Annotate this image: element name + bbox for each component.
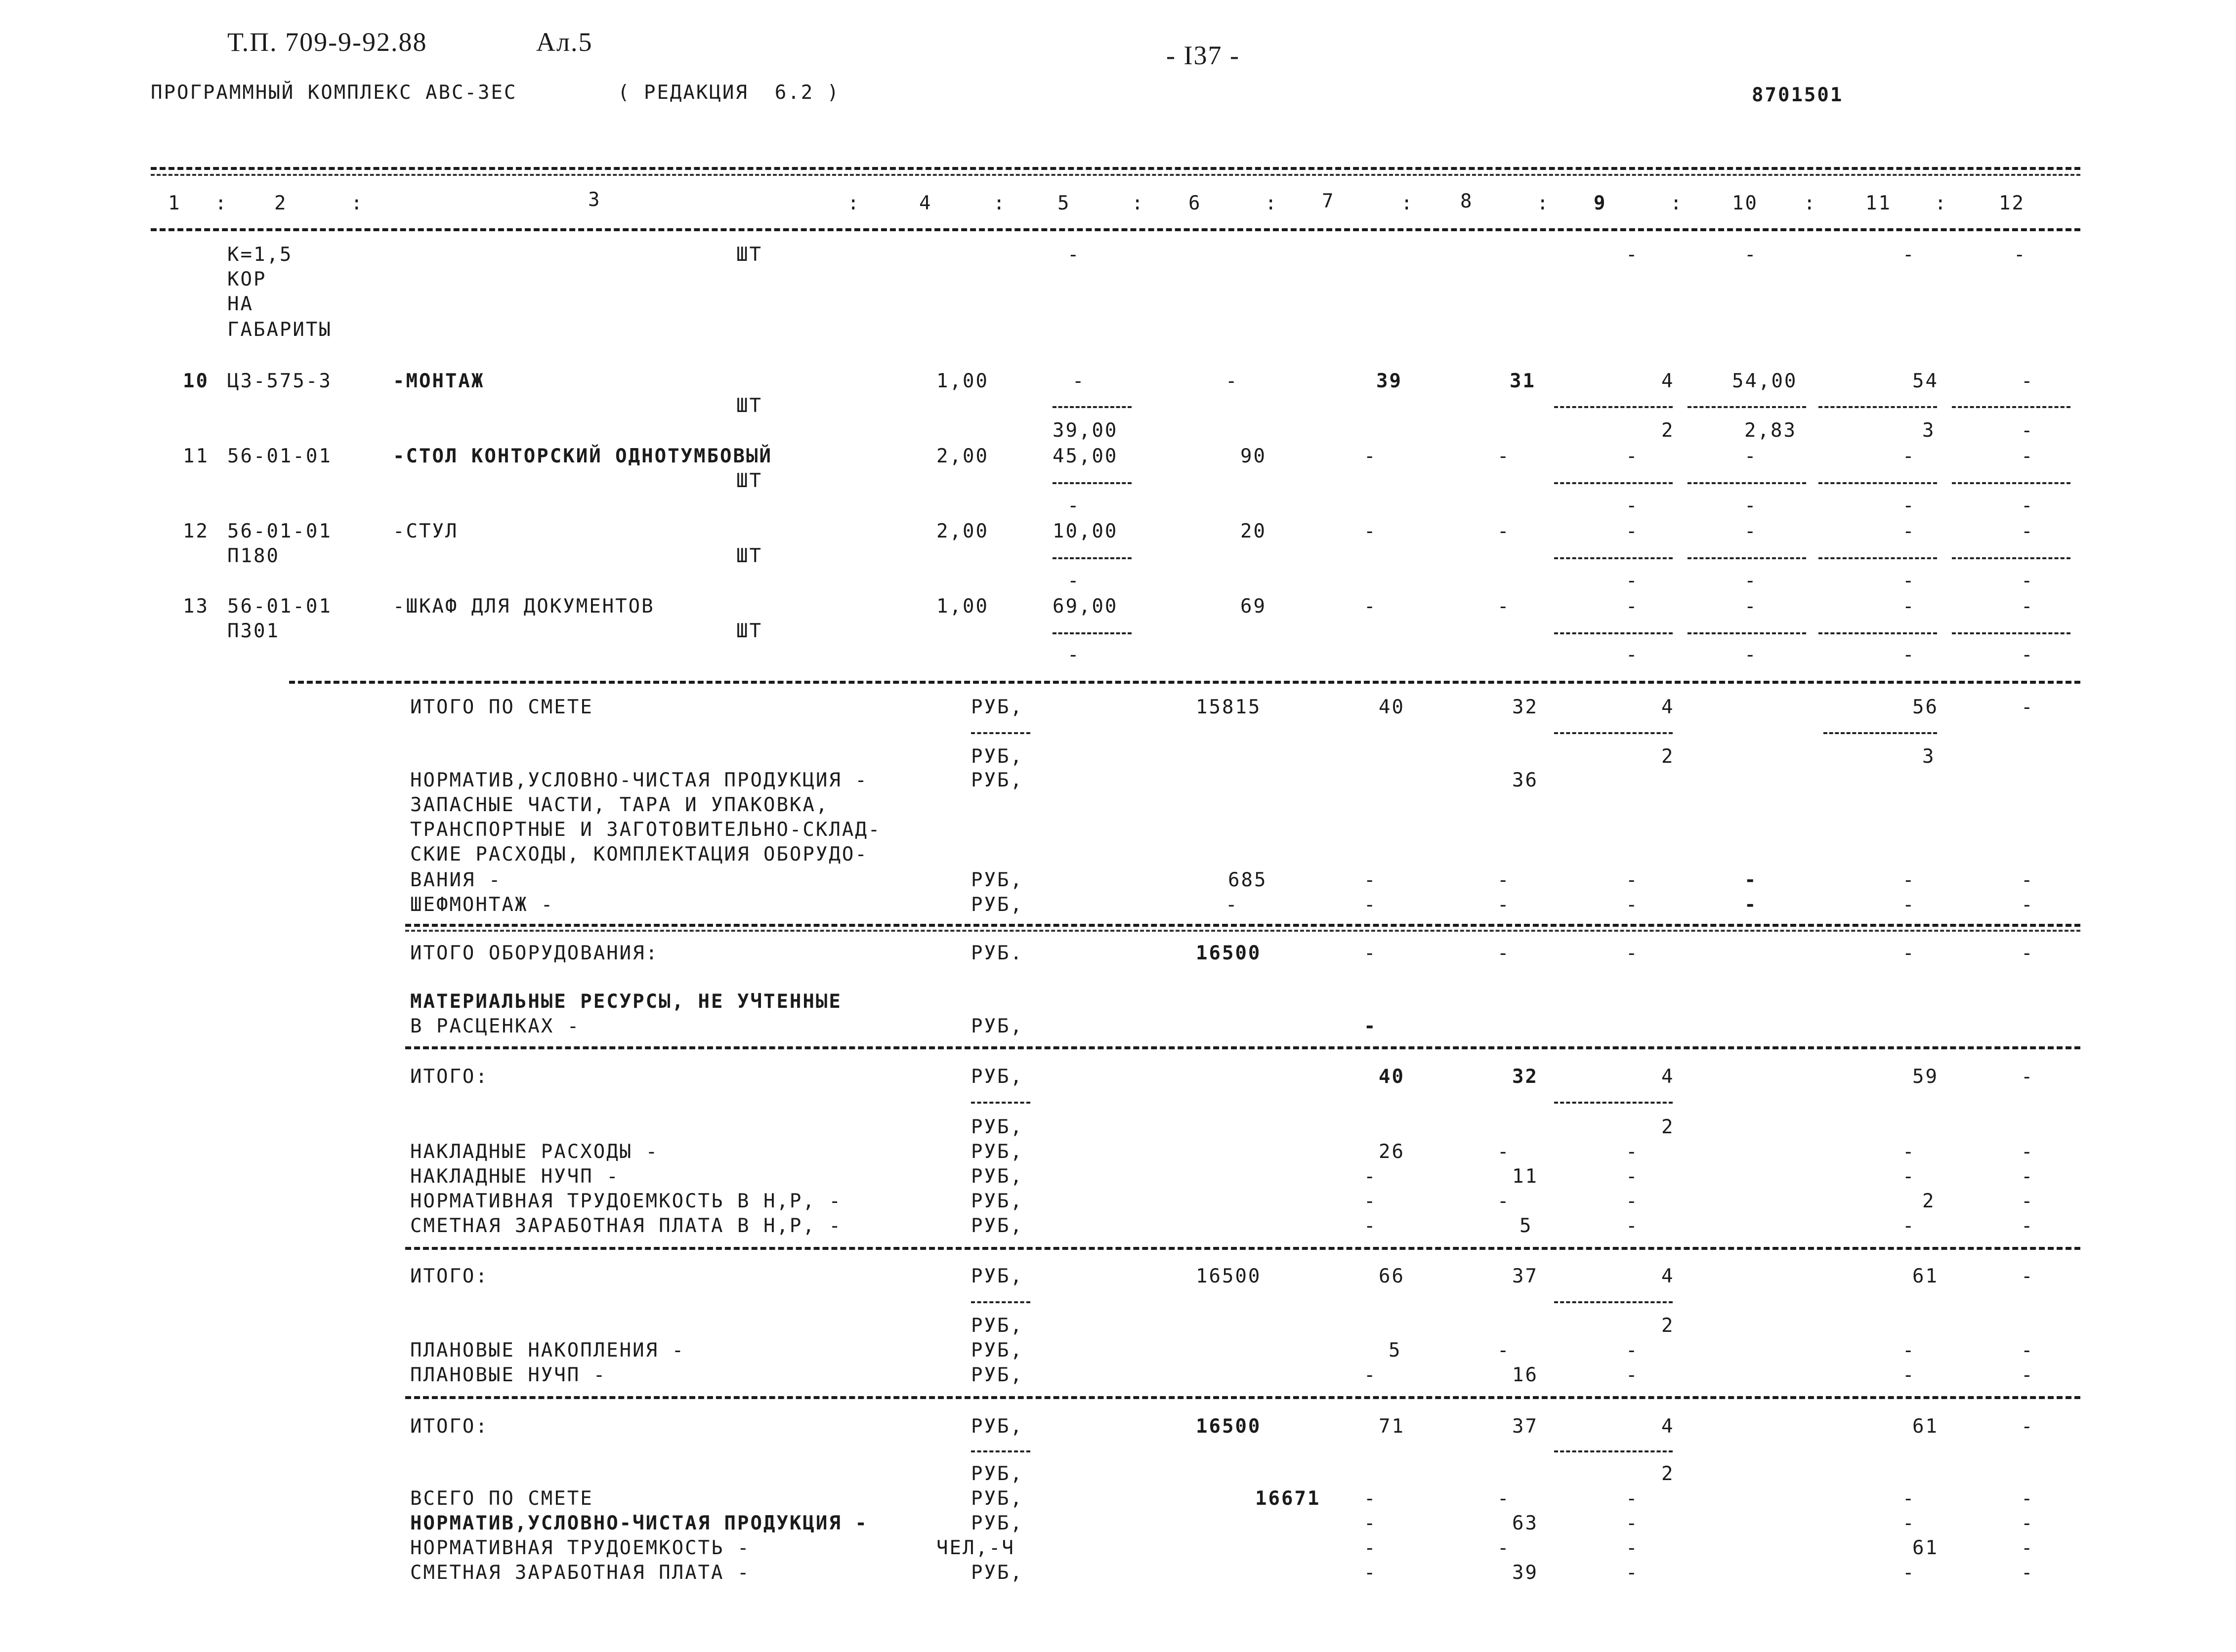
cell-col12: - <box>2021 1066 2034 1088</box>
cell-col9-lower: 2 <box>1661 419 1675 442</box>
col-separators: : <box>1804 192 1817 214</box>
summary-col9: 4 <box>1661 696 1675 718</box>
summary-unit: РУБ, <box>971 1562 1023 1584</box>
cell-col7: - <box>1364 1364 1377 1386</box>
fraction-rule <box>1554 732 1673 734</box>
summary-unit-lower: РУБ, <box>971 1116 1023 1138</box>
cell-col11: - <box>1902 244 1916 266</box>
cell-col11: - <box>1902 1512 1916 1534</box>
cell-col10-lower: - <box>1744 570 1758 592</box>
row-name: -МОНТАЖ <box>393 370 485 392</box>
cell-col6: 90 <box>1240 445 1266 467</box>
summary-line: ТРАНСПОРТНЫЕ И ЗАГОТОВИТЕЛЬНО-СКЛАД- <box>410 819 882 841</box>
cell-col8: 31 <box>1510 370 1536 392</box>
fraction-rule <box>1554 1450 1673 1452</box>
cell-col12: - <box>2021 1512 2034 1534</box>
row-number: 11 <box>183 445 209 467</box>
summary-col7: 40 <box>1379 696 1405 718</box>
summary-line: В РАСЦЕНКАХ - <box>410 1015 581 1037</box>
cell-col5: 69,00 <box>1053 595 1118 618</box>
summary-line: ЗАПАСНЫЕ ЧАСТИ, ТАРА И УПАКОВКА, <box>410 794 829 816</box>
summary-col8: 36 <box>1512 769 1538 791</box>
fraction-rule <box>1952 632 2070 634</box>
summary-unit: РУБ, <box>971 1512 1023 1534</box>
summary-line: НАКЛАДНЫЕ НУЧП - <box>410 1165 620 1188</box>
unit-cell: ШТ <box>736 244 762 266</box>
fraction-rule <box>1053 632 1132 634</box>
summary-col8: 63 <box>1512 1512 1538 1534</box>
row-name: -СТУЛ <box>393 520 459 542</box>
summary-col12: - <box>2021 696 2034 718</box>
cell-col11: - <box>1902 1339 1916 1362</box>
summary-line: МАТЕРИАЛЬНЫЕ РЕСУРСЫ, НЕ УЧТЕННЫЕ <box>410 991 842 1013</box>
cell-col9: 4 <box>1661 370 1675 392</box>
cell-col5: 10,00 <box>1053 520 1118 542</box>
summary-col6: 16671 <box>1255 1487 1321 1510</box>
coef-line: КОР <box>227 268 267 290</box>
cell-col7: - <box>1364 1165 1377 1188</box>
cell-col12: - <box>2021 1190 2034 1212</box>
summary-unit: РУБ, <box>971 1415 1023 1438</box>
cell-col7: - <box>1364 1537 1377 1559</box>
summary-col11: 59 <box>1912 1066 1939 1088</box>
row-number: 10 <box>183 370 209 392</box>
summary-line: НОРМАТИВ,УСЛОВНО-ЧИСТАЯ ПРОДУКЦИЯ - <box>410 769 868 791</box>
summary-unit: РУБ, <box>971 1339 1023 1362</box>
summary-line: СКИЕ РАСХОДЫ, КОМПЛЕКТАЦИЯ ОБОРУДО- <box>410 843 868 866</box>
fraction-rule <box>1554 632 1673 634</box>
unit-cell: ШТ <box>736 620 762 642</box>
cell-col7: 39 <box>1376 370 1402 392</box>
row-number: 12 <box>183 520 209 542</box>
cell-col9: - <box>1626 1141 1639 1163</box>
cell-col5-lower: - <box>1067 644 1081 666</box>
cell-col11: - <box>1902 445 1916 467</box>
fraction-rule <box>1053 557 1132 559</box>
cell-col8: - <box>1497 520 1511 542</box>
summary-col9: 4 <box>1661 1415 1675 1438</box>
cell-col12: - <box>2021 520 2034 542</box>
cell-col12: - <box>2021 942 2034 964</box>
summary-unit: РУБ, <box>971 1015 1023 1037</box>
cell-col9: - <box>1626 445 1639 467</box>
cell-col9: - <box>1626 869 1639 891</box>
fraction-rule <box>971 1450 1030 1452</box>
fraction-rule <box>1818 632 1937 634</box>
summary-unit: РУБ, <box>971 1265 1023 1287</box>
summary-unit-lower: РУБ, <box>971 1463 1023 1485</box>
cell-col9: - <box>1626 1537 1639 1559</box>
cell-col9-lower: - <box>1626 644 1639 666</box>
row-code-2: П301 <box>227 620 280 642</box>
cell-col12: - <box>2021 1339 2034 1362</box>
summary-col8: 32 <box>1512 1066 1538 1088</box>
cell-col9: - <box>1626 1512 1639 1534</box>
fraction-rule <box>1053 482 1132 484</box>
fraction-rule <box>1554 557 1673 559</box>
cell-col5: 45,00 <box>1053 445 1118 467</box>
summary-unit: РУБ, <box>971 894 1023 916</box>
fraction-rule <box>1688 557 1806 559</box>
cell-col10: - <box>1744 894 1758 916</box>
section-rule <box>405 1396 2080 1399</box>
summary-col9-lower: 2 <box>1661 1315 1675 1337</box>
cell-col10: - <box>1744 520 1758 542</box>
section-rule <box>405 1046 2080 1049</box>
cell-col9: - <box>1626 894 1639 916</box>
cell-col10-lower: - <box>1744 644 1758 666</box>
cell-col11: - <box>1902 1141 1916 1163</box>
fraction-rule <box>1818 482 1937 484</box>
program-name: ПРОГРАММНЫЙ КОМПЛЕКС АВС-ЗЕС <box>151 82 517 104</box>
cell-col9: - <box>1626 1339 1639 1362</box>
cell-col5: - <box>1072 370 1086 392</box>
cell-col11: - <box>1902 942 1916 964</box>
summary-col11: 56 <box>1912 696 1939 718</box>
cell-col9: - <box>1626 1215 1639 1237</box>
summary-unit: РУБ. <box>971 942 1023 964</box>
fraction-rule <box>1554 1102 1673 1104</box>
summary-col6: 16500 <box>1196 942 1262 964</box>
summary-line: НАКЛАДНЫЕ РАСХОДЫ - <box>410 1141 659 1163</box>
summary-col7: 26 <box>1379 1141 1405 1163</box>
section-rule <box>289 681 2080 684</box>
summary-line: ВАНИЯ - <box>410 869 502 891</box>
cell-col11: - <box>1902 1487 1916 1510</box>
summary-col9: 4 <box>1661 1265 1675 1287</box>
summary-unit: РУБ, <box>971 1190 1023 1212</box>
fraction-rule <box>971 732 1030 734</box>
cell-col7: - <box>1364 1015 1377 1037</box>
summary-line: ПЛАНОВЫЕ НУЧП - <box>410 1364 607 1386</box>
cell-col9: - <box>1626 244 1639 266</box>
summary-col7: 66 <box>1379 1265 1405 1287</box>
cell-col7: - <box>1364 520 1377 542</box>
cell-col9-lower: - <box>1626 495 1639 517</box>
quantity: 2,00 <box>936 520 989 542</box>
summary-col6: 15815 <box>1196 696 1262 718</box>
col-header-5: 5 <box>1057 192 1071 214</box>
cell-col11: - <box>1902 1165 1916 1188</box>
summary-unit: ЧЕЛ,-Ч <box>936 1537 1015 1559</box>
col-header-1: 1 <box>168 192 181 214</box>
summary-unit: РУБ, <box>971 869 1023 891</box>
cell-col10-lower: - <box>1744 495 1758 517</box>
cell-col12-lower: - <box>2021 644 2034 666</box>
cell-col10: - <box>1744 869 1758 891</box>
page-number: - I37 - <box>1166 41 1240 70</box>
summary-col7: 5 <box>1389 1339 1402 1362</box>
summary-col11: 2 <box>1922 1190 1936 1212</box>
col-header-10: 10 <box>1732 192 1758 214</box>
col-separators: : <box>993 192 1007 214</box>
cell-col11: 54 <box>1912 370 1939 392</box>
summary-line: ШЕФМОНТАЖ - <box>410 894 554 916</box>
cell-col8: - <box>1497 1487 1511 1510</box>
summary-line: СМЕТНАЯ ЗАРАБОТНАЯ ПЛАТА - <box>410 1562 751 1584</box>
cell-col8: - <box>1497 1537 1511 1559</box>
col-header-11: 11 <box>1865 192 1892 214</box>
section-rule <box>405 930 2080 932</box>
coef-line: НА <box>227 293 253 315</box>
quantity: 1,00 <box>936 595 989 618</box>
cell-col7: - <box>1364 869 1377 891</box>
cell-col5-lower: 39,00 <box>1053 419 1118 442</box>
row-number: 13 <box>183 595 209 618</box>
summary-col8: 39 <box>1512 1562 1538 1584</box>
fraction-rule <box>1818 557 1937 559</box>
summary-col8: 16 <box>1512 1364 1538 1386</box>
col-separators: : <box>1670 192 1684 214</box>
cell-col12: - <box>2021 1364 2034 1386</box>
summary-col11: 61 <box>1912 1537 1939 1559</box>
cell-col11-lower: - <box>1902 495 1916 517</box>
cell-col8: - <box>1497 445 1511 467</box>
cell-col12: - <box>2021 894 2034 916</box>
fraction-rule <box>1952 557 2070 559</box>
fraction-rule <box>1688 482 1806 484</box>
summary-unit: РУБ, <box>971 696 1023 718</box>
col-header-2: 2 <box>274 192 288 214</box>
row-code: 56-01-01 <box>227 520 332 542</box>
unit-cell: ШТ <box>736 395 762 417</box>
cell-col11: - <box>1902 595 1916 618</box>
cell-col6: 69 <box>1240 595 1266 618</box>
cell-col11: - <box>1902 1215 1916 1237</box>
fraction-rule <box>1952 482 2070 484</box>
row-code: 56-01-01 <box>227 595 332 618</box>
cell-col11: - <box>1902 894 1916 916</box>
col-separators: : <box>1935 192 1948 214</box>
section-rule <box>405 924 2080 927</box>
col-separators: : <box>847 192 861 214</box>
cell-col5: - <box>1067 244 1081 266</box>
cell-col9: - <box>1626 1165 1639 1188</box>
row-code: 56-01-01 <box>227 445 332 467</box>
col-separators: : <box>1537 192 1550 214</box>
cell-col12: - <box>2021 1165 2034 1188</box>
summary-col8: 37 <box>1512 1415 1538 1438</box>
summary-unit: РУБ, <box>971 1364 1023 1386</box>
cell-col12-lower: - <box>2021 495 2034 517</box>
summary-col6: 685 <box>1228 869 1267 891</box>
col-header-3: 3 <box>588 189 601 211</box>
quantity: 2,00 <box>936 445 989 467</box>
fraction-rule <box>1688 632 1806 634</box>
cell-col9: - <box>1626 520 1639 542</box>
fraction-rule <box>971 1301 1030 1303</box>
cell-col7: - <box>1364 1487 1377 1510</box>
cell-col11-lower: 3 <box>1922 419 1936 442</box>
col-separators: : <box>1401 192 1414 214</box>
cell-col9: - <box>1626 942 1639 964</box>
cell-col7: - <box>1364 942 1377 964</box>
cell-col11: - <box>1902 520 1916 542</box>
summary-col11: 61 <box>1912 1415 1939 1438</box>
fraction-rule <box>1823 732 1937 734</box>
row-name: -ШКАФ ДЛЯ ДОКУМЕНТОВ <box>393 595 655 618</box>
summary-label: ИТОГО: <box>410 1265 489 1287</box>
cell-col11: - <box>1902 1364 1916 1386</box>
coef-line: К=1,5 <box>227 244 293 266</box>
quantity: 1,00 <box>936 370 989 392</box>
summary-unit: РУБ, <box>971 1066 1023 1088</box>
summary-line: ВСЕГО ПО СМЕТЕ <box>410 1487 593 1510</box>
cell-col9: - <box>1626 1190 1639 1212</box>
cell-col12: - <box>2021 445 2034 467</box>
summary-line: НОРМАТИВНАЯ ТРУДОЕМКОСТЬ В Н,Р, - <box>410 1190 842 1212</box>
summary-col8: 11 <box>1512 1165 1538 1188</box>
cell-col12: - <box>2021 1562 2034 1584</box>
cell-col9: - <box>1626 1562 1639 1584</box>
cell-col9: - <box>1626 595 1639 618</box>
cell-col11-lower: - <box>1902 570 1916 592</box>
cell-col7: - <box>1364 894 1377 916</box>
cell-col7: - <box>1364 1215 1377 1237</box>
fraction-rule <box>1554 482 1673 484</box>
col-separators: : <box>351 192 364 214</box>
document-code: 8701501 <box>1752 84 1844 106</box>
cell-col12: - <box>2021 370 2034 392</box>
cell-col9-lower: - <box>1626 570 1639 592</box>
album-number: Ал.5 <box>536 27 593 57</box>
fraction-rule <box>1554 406 1673 408</box>
unit-cell: ШТ <box>736 545 762 567</box>
cell-col10: - <box>1744 595 1758 618</box>
unit-cell: ШТ <box>736 470 762 492</box>
col-header-9: 9 <box>1594 192 1607 214</box>
fraction-rule <box>1688 406 1806 408</box>
summary-label: ИТОГО: <box>410 1415 489 1438</box>
summary-line: НОРМАТИВНАЯ ТРУДОЕМКОСТЬ - <box>410 1537 751 1559</box>
summary-col8: 37 <box>1512 1265 1538 1287</box>
fraction-rule <box>1952 406 2070 408</box>
cell-col10: 54,00 <box>1732 370 1798 392</box>
summary-col11: 61 <box>1912 1265 1939 1287</box>
summary-label: ИТОГО ОБОРУДОВАНИЯ: <box>410 942 659 964</box>
cell-col10-lower: 2,83 <box>1744 419 1797 442</box>
table-top-rule-2 <box>151 174 2080 176</box>
fraction-rule <box>971 1102 1030 1104</box>
cell-col12-lower: - <box>2021 570 2034 592</box>
cell-col12: - <box>2021 595 2034 618</box>
cell-col8: - <box>1497 1190 1511 1212</box>
coef-line: ГАБАРИТЫ <box>227 319 332 341</box>
cell-col12: - <box>2021 1415 2034 1438</box>
summary-col9-lower: 2 <box>1661 1116 1675 1138</box>
cell-col5-lower: - <box>1067 570 1081 592</box>
cell-col7: - <box>1364 1512 1377 1534</box>
summary-col8: 32 <box>1512 696 1538 718</box>
summary-col9-lower: 2 <box>1661 745 1675 768</box>
summary-line: СМЕТНАЯ ЗАРАБОТНАЯ ПЛАТА В Н,Р, - <box>410 1215 842 1237</box>
summary-col7: 40 <box>1379 1066 1405 1088</box>
doc-reference: Т.П. 709-9-92.88 <box>227 27 427 57</box>
summary-col9-lower: 2 <box>1661 1463 1675 1485</box>
cell-col12: - <box>2021 1537 2034 1559</box>
col-separators: : <box>1265 192 1278 214</box>
cell-col12: - <box>2021 1265 2034 1287</box>
col-header-7: 7 <box>1322 190 1335 212</box>
cell-col10: - <box>1744 445 1758 467</box>
summary-col7: 71 <box>1379 1415 1405 1438</box>
fraction-rule <box>1818 406 1937 408</box>
cell-col12: - <box>2021 1215 2034 1237</box>
cell-col7: - <box>1364 1562 1377 1584</box>
summary-unit: РУБ, <box>971 1487 1023 1510</box>
summary-col9: 4 <box>1661 1066 1675 1088</box>
fraction-rule <box>1554 1301 1673 1303</box>
cell-col5-lower: - <box>1067 495 1081 517</box>
cell-col7: - <box>1364 1190 1377 1212</box>
summary-line: НОРМАТИВ,УСЛОВНО-ЧИСТАЯ ПРОДУКЦИЯ - <box>410 1512 868 1534</box>
column-header-rule <box>151 228 2080 231</box>
col-header-6: 6 <box>1188 192 1202 214</box>
cell-col8: - <box>1497 869 1511 891</box>
summary-line: ПЛАНОВЫЕ НАКОПЛЕНИЯ - <box>410 1339 685 1362</box>
summary-col8: 5 <box>1519 1215 1533 1237</box>
summary-unit: РУБ, <box>971 1215 1023 1237</box>
cell-col6: - <box>1225 370 1239 392</box>
summary-label: ИТОГО: <box>410 1066 489 1088</box>
summary-col6: 16500 <box>1196 1415 1262 1438</box>
row-name: -СТОЛ КОНТОРСКИЙ ОДНОТУМБОВЫЙ <box>393 445 772 467</box>
cell-col11: - <box>1902 869 1916 891</box>
col-header-8: 8 <box>1460 190 1474 212</box>
row-code-2: П180 <box>227 545 280 567</box>
cell-col8: - <box>1497 595 1511 618</box>
cell-col8: - <box>1497 1141 1511 1163</box>
summary-unit-lower: РУБ, <box>971 1315 1023 1337</box>
table-top-rule <box>151 167 2080 170</box>
col-separators: : <box>215 192 228 214</box>
cell-col12-lower: - <box>2021 419 2034 442</box>
summary-col6: - <box>1225 894 1239 916</box>
summary-unit: РУБ, <box>971 769 1023 791</box>
cell-col9: - <box>1626 1364 1639 1386</box>
cell-col9: - <box>1626 1487 1639 1510</box>
summary-unit: РУБ, <box>971 1141 1023 1163</box>
cell-col6: 20 <box>1240 520 1266 542</box>
program-edition: ( РЕДАКЦИЯ 6.2 ) <box>618 82 841 104</box>
cell-col8: - <box>1497 1339 1511 1362</box>
cell-col7: - <box>1364 445 1377 467</box>
cell-col8: - <box>1497 894 1511 916</box>
summary-unit: РУБ, <box>971 1165 1023 1188</box>
cell-col11: - <box>1902 1562 1916 1584</box>
cell-col11-lower: - <box>1902 644 1916 666</box>
col-header-12: 12 <box>1999 192 2025 214</box>
summary-col11-lower: 3 <box>1922 745 1936 768</box>
section-rule <box>405 1247 2080 1250</box>
summary-col6: 16500 <box>1196 1265 1262 1287</box>
cell-col12: - <box>2014 244 2027 266</box>
cell-col8: - <box>1497 942 1511 964</box>
cell-col10: - <box>1744 244 1758 266</box>
col-separators: : <box>1132 192 1145 214</box>
cell-col12: - <box>2021 869 2034 891</box>
summary-label: ИТОГО ПО СМЕТЕ <box>410 696 593 718</box>
fraction-rule <box>1053 406 1132 408</box>
col-header-4: 4 <box>919 192 932 214</box>
row-code: Ц3-575-3 <box>227 370 332 392</box>
cell-col7: - <box>1364 595 1377 618</box>
cell-col12: - <box>2021 1487 2034 1510</box>
cell-col12: - <box>2021 1141 2034 1163</box>
summary-unit-lower: РУБ, <box>971 745 1023 768</box>
